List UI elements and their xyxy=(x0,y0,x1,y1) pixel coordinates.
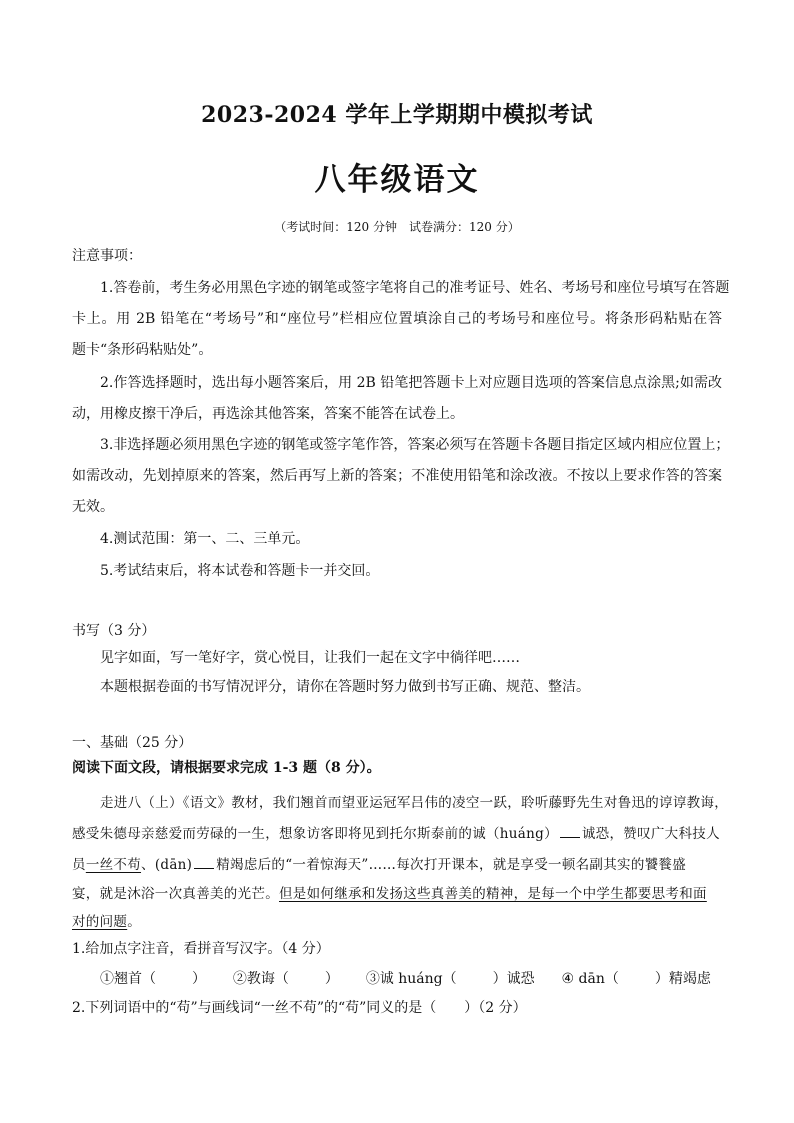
passage-text: 、(dān) xyxy=(141,857,193,873)
item-close: ） xyxy=(324,971,339,987)
notice-line: 3.非选择题必须用黑色字迹的钢笔或签字笔作答，答案必须写在答题卡各题目指定区域内相应位置上； xyxy=(100,437,730,453)
answer-blank xyxy=(560,825,580,838)
question-stem: 1.给加点字注音，看拼音写汉字。（4 分） xyxy=(72,941,330,957)
reading-instruction: 阅读下面文段，请根据要求完成 1-3 题（8 分）。 xyxy=(72,760,381,776)
item-close: ）诚恐 xyxy=(492,971,535,987)
passage-text: 员 xyxy=(72,857,86,873)
writing-line: 本题根据卷面的书写情况评分，请你在答题时努力做到书写正确、规范、整洁。 xyxy=(100,679,590,695)
underlined-sentence: 但是如何继承和发扬这些真善美的精神，是每一个中学生都要思考和面 xyxy=(279,886,707,902)
notice-line: 2.作答选择题时，选出每小题答案后，用 2B 铅笔把答题卡上对应题目选项的答案信息点涂黑;如需改 xyxy=(100,375,722,391)
item-close: ） xyxy=(192,971,206,987)
section-heading: 一、基础（25 分） xyxy=(72,735,193,751)
writing-line: 见字如面，写一笔好字，赏心悦目，让我们一起在文字中徜徉吧…… xyxy=(100,650,520,666)
item-close: ）精竭虑 xyxy=(654,971,711,987)
notice-line: 题卡“条形码粘贴处”。 xyxy=(72,342,213,358)
notice-line: 如需改动，先划掉原来的答案，然后再写上新的答案；不准使用铅笔和涂改液。不按以上要求作答的答案 xyxy=(72,468,722,484)
exam-title: 2023-2024 学年上学期期中模拟考试 xyxy=(201,102,593,128)
answer-blank xyxy=(194,856,214,869)
question-items xyxy=(100,969,722,989)
underlined-sentence: 对的问题 xyxy=(72,914,128,930)
item-label: ①翘首（ xyxy=(100,971,156,987)
passage-text: 诚恐，赞叹广大科技人 xyxy=(581,826,720,842)
passage-line: 走进八（上）《语文》教材，我们翘首而望亚运冠军吕伟的凌空一跃，聆听藤野先生对鲁迅的谆谆教诲， xyxy=(100,795,729,811)
item-label: ②教诲（ xyxy=(232,971,289,987)
notice-line: 1.答卷前，考生务必用黑色字迹的钢笔或签字笔将自己的准考证号、姓名、考场号和座位号填写在答题 xyxy=(100,280,730,296)
notice-line: 4.测试范围：第一、二、三单元。 xyxy=(100,531,310,547)
notice-line: 卡上。用 2B 铅笔在“考场号”和“座位号”栏相应位置填涂自己的考场号和座位号。将条形码粘贴在答 xyxy=(72,311,722,327)
passage-line xyxy=(72,824,722,844)
notice-heading: 注意事项： xyxy=(72,248,142,264)
passage-text: 精竭虑后的“一着惊海天”……每次打开课本，就是享受一顿名副其实的饕餮盛 xyxy=(216,857,687,873)
writing-heading: 书写（3 分） xyxy=(72,623,156,639)
passage-text: 宴，就是沐浴一次真善美的光芒。 xyxy=(72,886,279,902)
exam-subject: 八年级语文 xyxy=(314,162,480,198)
item-label: ④ dān（ xyxy=(561,971,619,987)
notice-line: 动，用橡皮擦干净后，再选涂其他答案，答案不能答在试卷上。 xyxy=(72,406,464,422)
passage-text: 。 xyxy=(127,914,142,930)
item-label: ③诚 huáng（ xyxy=(365,971,457,987)
passage-line xyxy=(72,855,722,875)
passage-text: 感受朱德母亲慈爱而劳碌的一生，想象访客即将见到托尔斯泰前的诚（huáng） xyxy=(72,826,558,842)
exam-time-score: （考试时间：120 分钟 试卷满分：120 分） xyxy=(274,220,520,234)
passage-line xyxy=(72,912,722,932)
question-stem: 2.下列词语中的“苟”与画线词“一丝不苟”的“苟”同义的是（ ）（2 分） xyxy=(72,1000,527,1016)
notice-line: 5.考试结束后，将本试卷和答题卡一并交回。 xyxy=(100,563,380,579)
passage-line xyxy=(72,884,722,904)
underlined-phrase: 一丝不苟 xyxy=(85,857,142,873)
notice-line: 无效。 xyxy=(72,499,114,515)
